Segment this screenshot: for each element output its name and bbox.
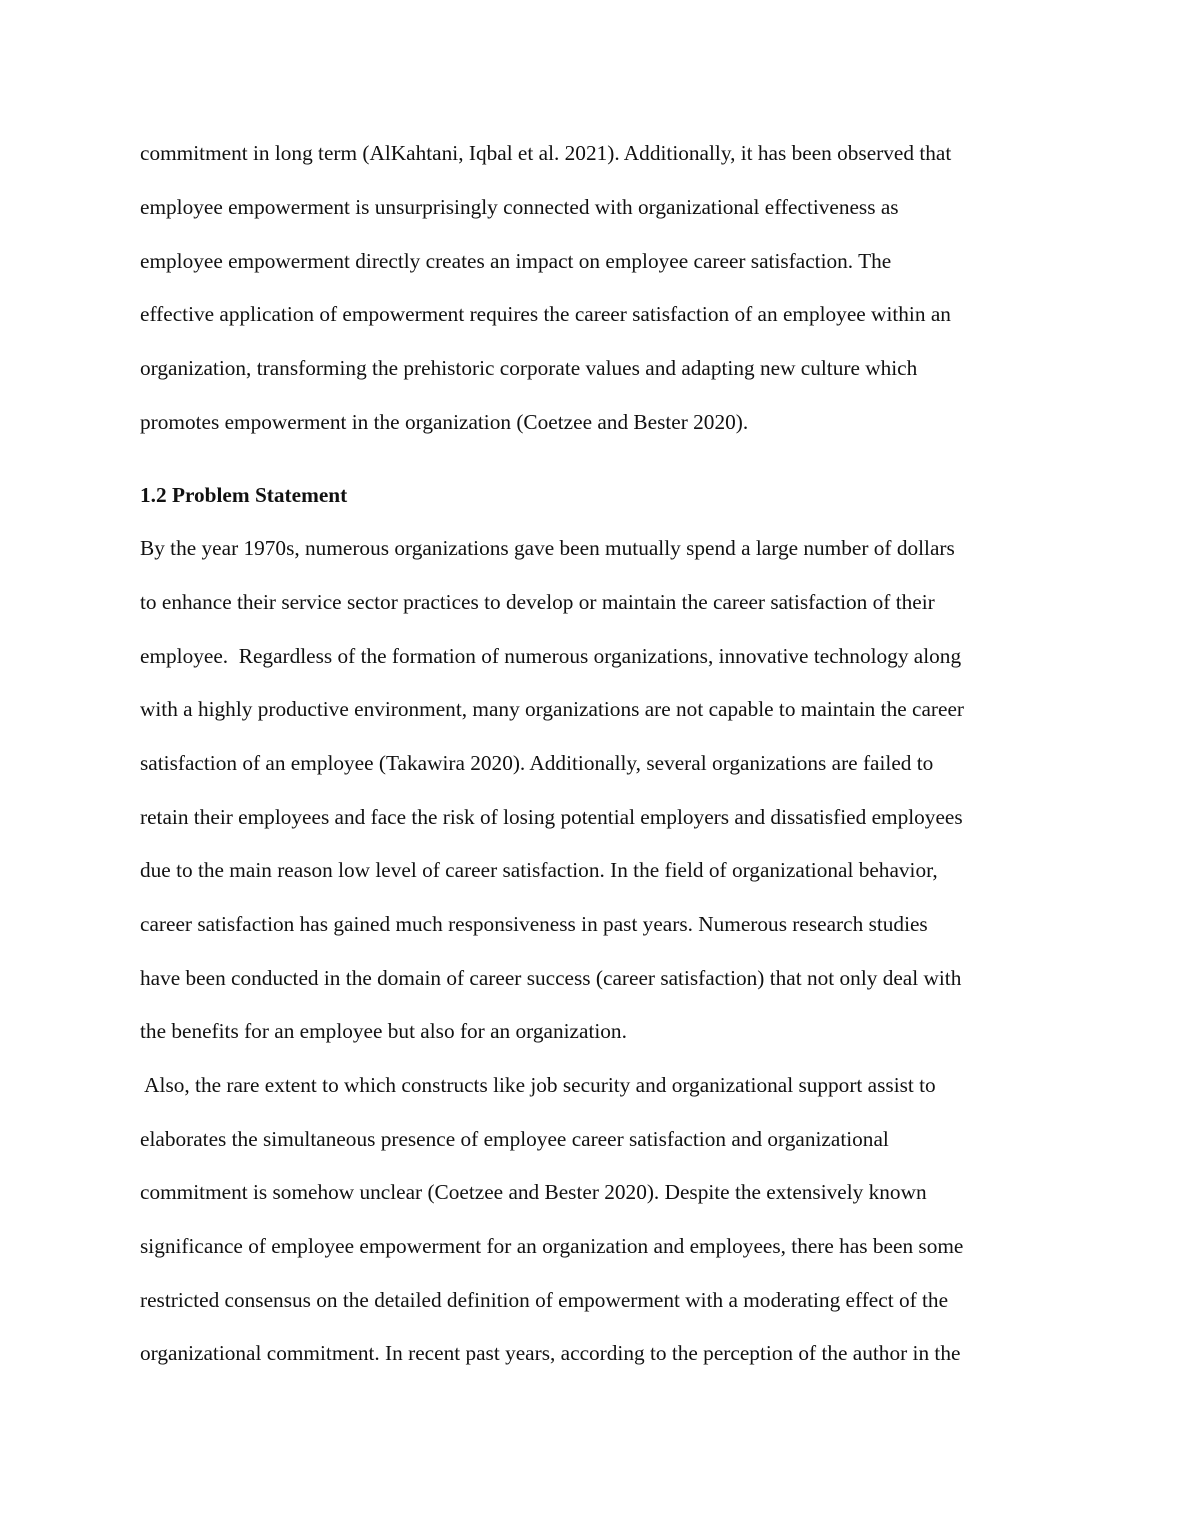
paragraph-line: career satisfaction has gained much responsiveness in past years. Numerous research studies: [140, 912, 928, 936]
paragraph-line: employee empowerment is unsurprisingly connected with organizational effectiveness as: [140, 195, 899, 219]
paragraph-line: with a highly productive environment, many organizations are not capable to maintain the career: [140, 697, 964, 721]
paragraph-line: due to the main reason low level of career satisfaction. In the field of organizational behavior,: [140, 858, 938, 882]
paragraph-line: organizational commitment. In recent past years, according to the perception of the author in the: [140, 1341, 961, 1365]
paragraph-line: commitment in long term (AlKahtani, Iqbal et al. 2021). Additionally, it has been observed that: [140, 141, 952, 165]
paragraph-line: satisfaction of an employee (Takawira 2020). Additionally, several organizations are failed to: [140, 751, 934, 775]
paragraph-line: the benefits for an employee but also for an organization.: [140, 1019, 627, 1043]
paragraph-line: employee empowerment directly creates an impact on employee career satisfaction. The: [140, 249, 892, 273]
paragraph-line: Also, the rare extent to which constructs like job security and organizational support assist to: [140, 1073, 936, 1097]
paragraph-line: By the year 1970s, numerous organizations gave been mutually spend a large number of dollars: [140, 536, 955, 560]
paragraph-line: commitment is somehow unclear (Coetzee and Bester 2020). Despite the extensively known: [140, 1180, 927, 1204]
paragraph-line: restricted consensus on the detailed definition of empowerment with a moderating effect of the: [140, 1288, 949, 1312]
paragraph-line: promotes empowerment in the organization (Coetzee and Bester 2020).: [140, 410, 749, 434]
section-heading: 1.2 Problem Statement: [140, 483, 348, 507]
paragraph-line: significance of employee empowerment for an organization and employees, there has been some: [140, 1234, 964, 1258]
paragraph-line: retain their employees and face the risk of losing potential employers and dissatisfied employees: [140, 805, 963, 829]
paragraph-line: have been conducted in the domain of career success (career satisfaction) that not only deal with: [140, 966, 962, 990]
paragraph-line: organization, transforming the prehistoric corporate values and adapting new culture which: [140, 356, 918, 380]
paragraph-line: elaborates the simultaneous presence of employee career satisfaction and organizational: [140, 1127, 889, 1151]
paragraph-line: to enhance their service sector practices to develop or maintain the career satisfaction of their: [140, 590, 935, 614]
paragraph-line: employee. Regardless of the formation of numerous organizations, innovative technology along: [140, 644, 962, 668]
paragraph-line: effective application of empowerment requires the career satisfaction of an employee within an: [140, 302, 951, 326]
